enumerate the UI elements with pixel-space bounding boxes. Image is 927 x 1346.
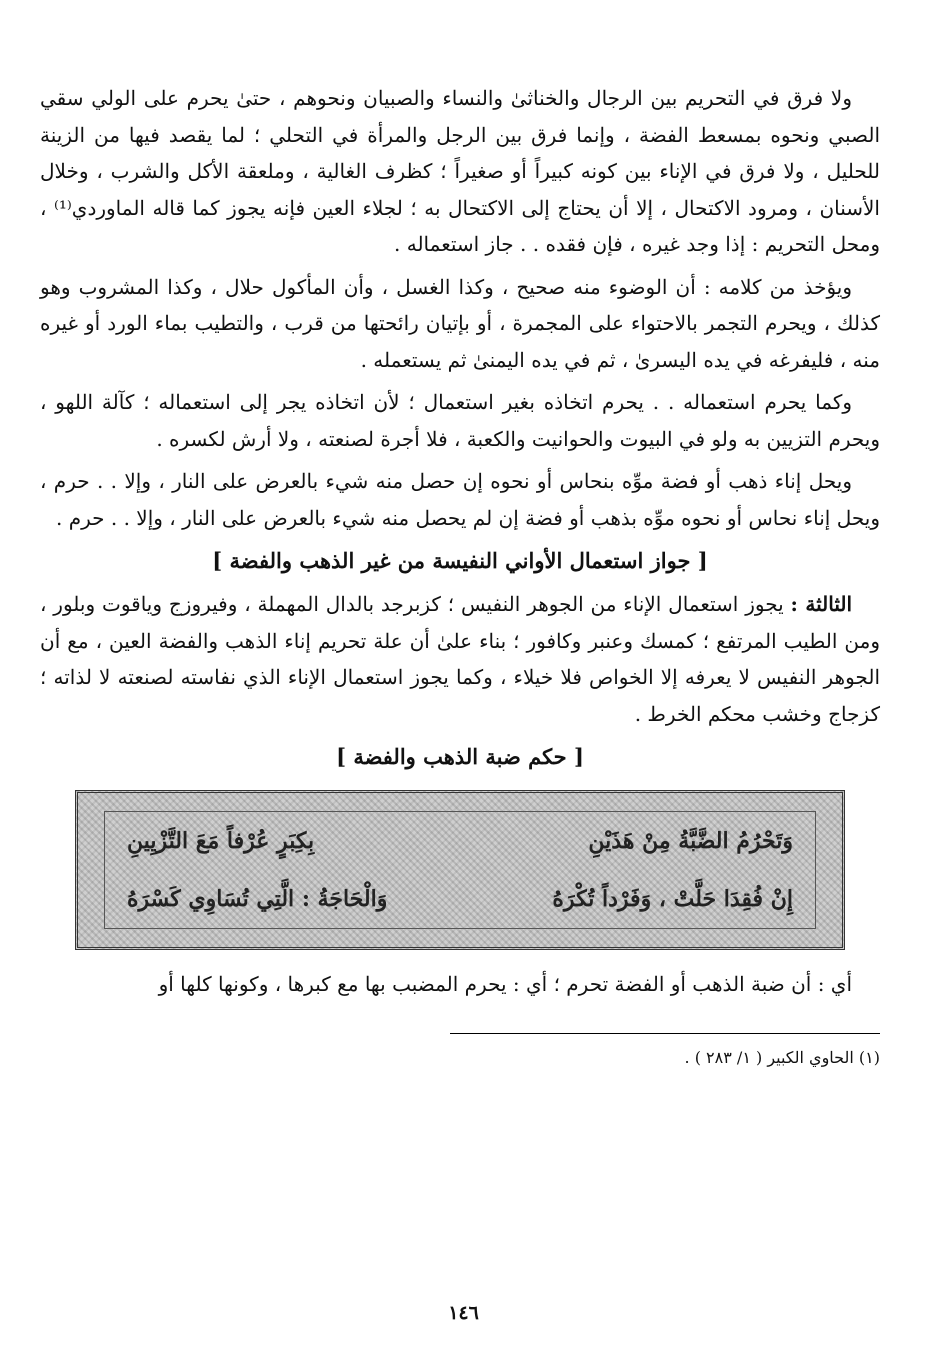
verse-2-second-hemistich: وَالْحَاجَةُ : الَّتِي تُسَاوِي كَسْرَهُ xyxy=(127,886,388,912)
paragraph-4: ويحل إناء ذهب أو فضة موِّه بنحاس أو نحوه إن حصل منه شيء بالعرض على النار ، وإلا . . حرم ، ويحل إناء نحاس أو نحوه موِّه بذهب أو فضة إن لم يحصل منه شيء بالعرض على النار ، وإلا . . حرم . xyxy=(40,469,880,530)
paragraph-1: ولا فرق في التحريم بين الرجال والخناثىٰ والنساء والصبيان ونحوهم ، حتىٰ يحرم على الولي سقي الصبي ونحوه بمسعط الفضة ، وإنما فرق بين الرجل والمرأة في التحلي ؛ لما يقصد فيها من الزينة للحليل ، ولا فرق في الإناء بين كونه كبيراً أو صغيراً ؛ كظرف الغالية ، وملعقة الأكل والشرب ، وخلال الأسنان ، ومرود الاكتحال ، إلا أن يحتاج إلى الاكتحال به ؛ لجلاء العين فإنه يجوز كما قاله الماوردي⁽¹⁾ ، ومحل التحريم : إذا وجد غيره ، فإن فقده . . جاز استعماله . xyxy=(40,86,880,256)
verse-1-second-hemistich: بِكِبَرٍ عُرْفاً مَعَ التَّزْيِينِ xyxy=(127,828,315,854)
paragraph-third xyxy=(40,586,880,732)
paragraph-third-body: يجوز استعمال الإناء من الجوهر النفيس ؛ كزبرجد بالدال المهملة ، وفيروزج وياقوت وبلور ، ومن الطيب المرتفع ؛ كمسك وعنبر وكافور ؛ بناء علىٰ أن علة تحريم إناء الذهب والفضة العين ، مع أن الجوهر النفيس لا يعرفه إلا الخواص فلا خيلاء ، وكما يجوز استعمال الإناء الذي نفاسته لصنعته لا لذاته ؛ كزجاج وخشب محكم الخرط . xyxy=(40,592,880,726)
poem-verse-1 xyxy=(105,828,815,854)
poem-verse-2 xyxy=(105,886,815,912)
section-heading-precious-vessels: [ جواز استعمال الأواني النفيسة من غير الذهب والفضة ] xyxy=(212,548,708,573)
page-body xyxy=(40,80,880,1070)
paragraph-third-lead: الثالثة : xyxy=(790,592,852,616)
footnote-divider xyxy=(450,1033,880,1034)
paragraph-2: ويؤخذ من كلامه : أن الوضوء منه صحيح ، وكذا الغسل ، وأن المأكول حلال ، وكذا المشروب وهو كذلك ، ويحرم التجمر بالاحتواء على المجمرة ، أو بإتيان رائحتها من قرب ، والتطيب بماء الورد أو غيره منه ، فليفرغه في يده اليسرىٰ ، ثم في يده اليمنىٰ ثم يستعمله . xyxy=(40,274,880,372)
section-heading-dabba: [ حكم ضبة الذهب والفضة ] xyxy=(336,744,584,769)
poem-inner-frame xyxy=(104,811,816,929)
footnote-1: (١) الحاوي الكبير ( ١/ ٢٨٣ ) . xyxy=(684,1047,880,1067)
verse-2-first-hemistich: إِنْ فُقِدَا حَلَّتْ ، وَفَرْداً تُكْرَهُ xyxy=(552,886,793,912)
poem-box xyxy=(75,790,845,950)
paragraph-final: أي : أن ضبة الذهب أو الفضة تحرم ؛ أي : يحرم المضبب بها مع كبرها ، وكونها كلها أو xyxy=(158,972,852,996)
verse-1-first-hemistich: وَتَحْرُمُ الضَّبَّةُ مِنْ هَذَيْنِ xyxy=(588,828,793,854)
paragraph-3: وكما يحرم استعماله . . يحرم اتخاذه بغير استعمال ؛ لأن اتخاذه يجر إلى استعماله ؛ كآلة اللهو ، ويحرم التزيين به ولو في البيوت والحوانيت والكعبة ، فلا أجرة لصنعته ، ولا أرش لكسره . xyxy=(40,390,880,451)
page-number: ١٤٦ xyxy=(448,1302,479,1324)
